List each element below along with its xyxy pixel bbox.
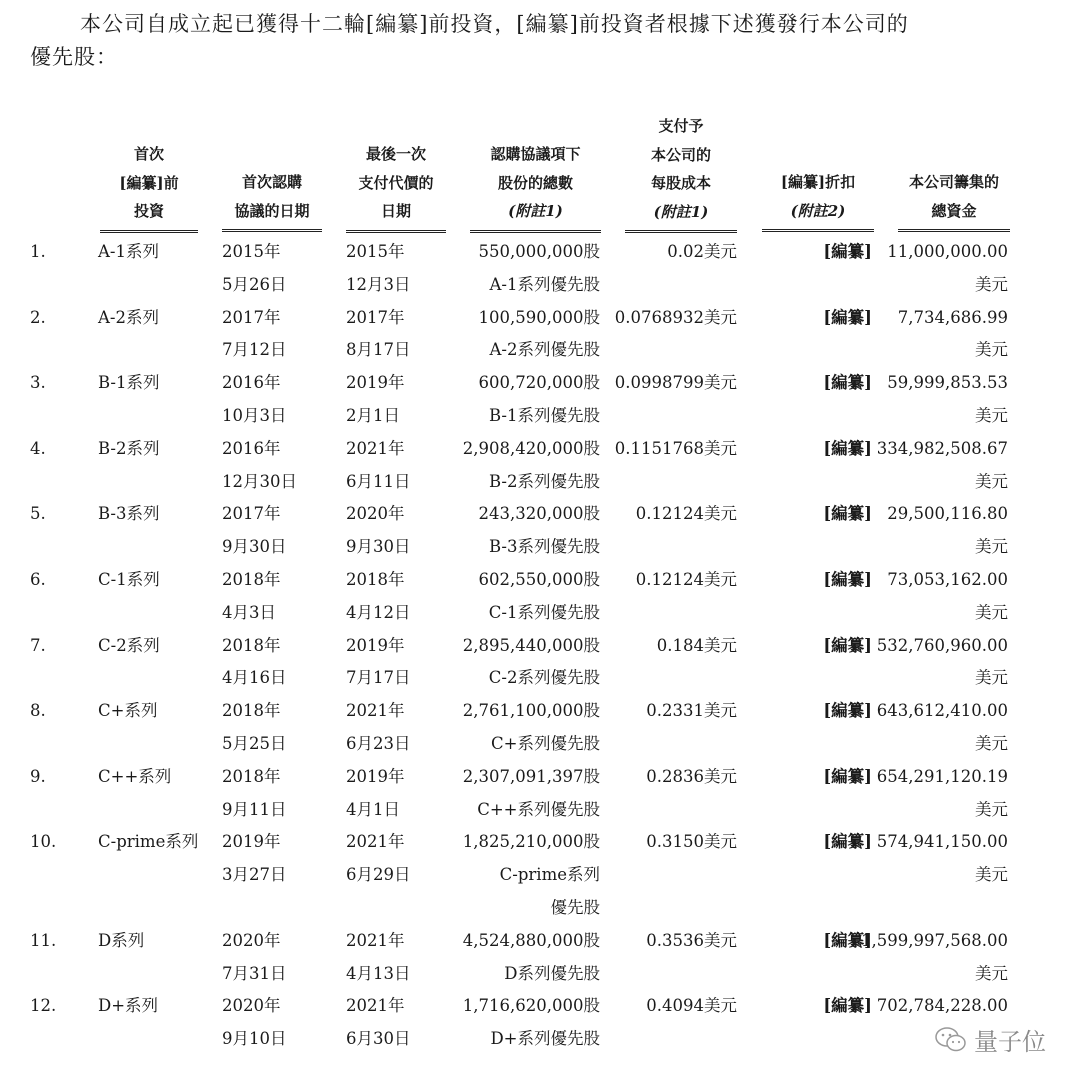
investment-round: A-1系列	[98, 242, 159, 261]
total-funds-unit: 美元	[975, 799, 1008, 819]
table-row	[0, 990, 1080, 1056]
share-class: D+系列優先股	[490, 1029, 600, 1049]
row-line	[0, 302, 1080, 335]
cost-per-share: 0.12124美元	[635, 504, 737, 524]
header-text: 認購協議項下	[490, 145, 581, 163]
last-payment-year: 2018年	[346, 569, 405, 589]
discount: [編纂]	[823, 242, 872, 261]
total-funds: 334,982,508.67	[876, 438, 1008, 458]
intro-line-2: 優先股：	[30, 45, 118, 69]
first-agreement-date: 3月27日	[222, 865, 287, 885]
discount: [編纂]	[823, 766, 872, 786]
first-agreement-year: 2019年	[222, 832, 281, 852]
total-funds-unit: 美元	[975, 865, 1008, 885]
row-line	[0, 531, 1080, 564]
first-agreement-date: 7月31日	[222, 963, 287, 983]
row-line	[0, 564, 1080, 597]
header-text: 本公司的	[650, 145, 711, 164]
share-class: D系列優先股	[504, 963, 600, 983]
last-payment-year: 2021年	[346, 701, 405, 721]
total-funds: 73,053,162.00	[887, 569, 1008, 589]
total-shares: 1,716,620,000股	[462, 996, 600, 1016]
header-shares	[470, 140, 601, 233]
header-note: (附註1)	[653, 202, 709, 221]
share-class: A-2系列優先股	[489, 340, 600, 360]
share-class: B-2系列優先股	[488, 471, 600, 491]
row-number: 8.	[30, 701, 46, 721]
share-class: C-1系列優先股	[488, 602, 600, 622]
last-payment-year: 2021年	[346, 996, 405, 1016]
row-number: 11.	[30, 930, 57, 950]
header-text: 每股成本	[650, 174, 711, 192]
total-funds: 29,500,116.80	[887, 504, 1008, 524]
first-agreement-year: 2018年	[222, 701, 281, 721]
total-shares: 243,320,000股	[478, 504, 600, 524]
header-text: 日期	[380, 202, 411, 220]
row-number: 5.	[30, 504, 46, 524]
last-payment-date: 6月29日	[346, 865, 411, 885]
total-shares: 2,908,420,000股	[462, 438, 600, 458]
table-row	[0, 695, 1080, 761]
total-shares: 100,590,000股	[478, 307, 600, 327]
investment-round: A-2系列	[98, 307, 159, 327]
first-agreement-date: 5月26日	[222, 274, 287, 294]
first-agreement-year: 2016年	[222, 373, 281, 393]
total-funds: 1,599,997,568.00	[861, 930, 1008, 950]
investment-round: C+系列	[98, 701, 158, 721]
discount: [編纂]	[823, 373, 872, 393]
table-row	[0, 302, 1080, 368]
row-line	[0, 498, 1080, 531]
row-line	[0, 794, 1080, 827]
total-funds: 59,999,853.53	[887, 373, 1008, 393]
first-agreement-year: 2015年	[222, 242, 281, 261]
table-row	[0, 761, 1080, 827]
cost-per-share: 0.0998799美元	[614, 373, 737, 393]
discount: [編纂]	[823, 635, 872, 655]
row-line	[0, 466, 1080, 499]
last-payment-date: 6月23日	[346, 733, 411, 753]
discount: [編纂]	[823, 569, 872, 589]
investment-round: C++系列	[98, 766, 172, 786]
row-line	[0, 925, 1080, 958]
cost-per-share: 0.0768932美元	[614, 307, 737, 327]
total-funds: 702,784,228.00	[876, 996, 1008, 1016]
total-funds-unit: 美元	[975, 340, 1008, 360]
total-funds-unit: 美元	[975, 274, 1008, 294]
discount: [編纂]	[823, 701, 872, 721]
investment-round: C-2系列	[98, 635, 160, 655]
investment-round: C-1系列	[98, 569, 160, 589]
table-row	[0, 630, 1080, 696]
header-text: 首次認購	[241, 173, 302, 191]
row-line	[0, 662, 1080, 695]
row-line	[0, 597, 1080, 630]
investment-round: D+系列	[98, 996, 159, 1016]
last-payment-year: 2019年	[346, 635, 405, 655]
header-text: 本公司籌集的	[908, 173, 999, 191]
total-funds: 7,734,686.99	[897, 307, 1008, 327]
header-underline	[625, 230, 737, 233]
last-payment-year: 2015年	[346, 242, 405, 261]
header-text: 股份的總數	[497, 173, 573, 192]
last-payment-date: 8月17日	[346, 340, 411, 360]
last-payment-year: 2021年	[346, 438, 405, 458]
last-payment-date: 12月3日	[346, 274, 411, 294]
first-agreement-year: 2020年	[222, 930, 281, 950]
share-class: C-prime系列	[499, 865, 600, 885]
table-row	[0, 925, 1080, 991]
first-agreement-year: 2017年	[222, 504, 281, 524]
header-text: [編纂]折扣	[780, 173, 856, 191]
row-number: 9.	[30, 766, 46, 786]
header-text: 首次	[133, 145, 164, 163]
first-agreement-date: 9月11日	[222, 799, 287, 819]
first-agreement-date: 4月3日	[222, 602, 276, 622]
row-line	[0, 433, 1080, 466]
share-class: 優先股	[550, 897, 600, 917]
first-agreement-year: 2018年	[222, 766, 281, 786]
row-number: 4.	[30, 438, 46, 458]
header-text: 支付代價的	[358, 173, 434, 192]
table-row	[0, 564, 1080, 630]
header-underline	[762, 229, 874, 232]
last-payment-date: 9月30日	[346, 537, 411, 557]
discount: [編纂]	[823, 996, 872, 1016]
last-payment-date: 4月1日	[346, 799, 400, 819]
first-agreement-date: 9月30日	[222, 537, 287, 557]
cost-per-share: 0.2836美元	[646, 766, 737, 786]
row-number: 3.	[30, 373, 46, 393]
cost-per-share: 0.184美元	[656, 635, 737, 655]
share-class: C++系列優先股	[477, 799, 600, 819]
header-note: (附註2)	[790, 201, 846, 220]
discount: [編纂]	[823, 832, 872, 852]
last-payment-year: 2019年	[346, 373, 405, 393]
investment-round: B-3系列	[98, 504, 160, 524]
share-class: B-1系列優先股	[488, 405, 600, 425]
header-underline	[346, 230, 446, 233]
discount: [編纂]	[823, 307, 872, 327]
last-payment-year: 2021年	[346, 832, 405, 852]
cost-per-share: 0.3536美元	[646, 930, 737, 950]
header-discount	[762, 168, 874, 232]
last-payment-date: 4月13日	[346, 963, 411, 983]
last-payment-year: 2020年	[346, 504, 405, 524]
last-payment-date: 6月30日	[346, 1029, 411, 1049]
total-shares: 602,550,000股	[478, 569, 600, 589]
last-payment-date: 6月11日	[346, 471, 411, 491]
first-agreement-year: 2018年	[222, 635, 281, 655]
cost-per-share: 0.1151768美元	[614, 438, 737, 458]
row-number: 2.	[30, 307, 46, 327]
last-payment-date: 4月12日	[346, 602, 411, 622]
discount: [編纂]	[823, 438, 872, 458]
row-number: 10.	[30, 832, 57, 852]
last-payment-date: 2月1日	[346, 405, 400, 425]
share-class: C+系列優先股	[491, 733, 600, 753]
row-number: 1.	[30, 242, 46, 261]
total-funds-unit: 美元	[975, 537, 1008, 557]
first-agreement-date: 9月10日	[222, 1029, 287, 1049]
cost-per-share: 0.3150美元	[646, 832, 737, 852]
table-row	[0, 826, 1080, 924]
first-agreement-year: 2016年	[222, 438, 281, 458]
total-funds-unit: 美元	[975, 602, 1008, 622]
row-line	[0, 400, 1080, 433]
total-funds: 574,941,150.00	[876, 832, 1008, 852]
row-number: 7.	[30, 635, 46, 655]
header-underline	[222, 229, 322, 232]
total-funds: 532,760,960.00	[876, 635, 1008, 655]
row-line	[0, 990, 1080, 1023]
investment-round: D系列	[98, 930, 145, 950]
table-row	[0, 498, 1080, 564]
row-line	[0, 236, 1080, 269]
total-funds-unit: 美元	[975, 405, 1008, 425]
intro-line-1: 本公司自成立起已獲得十二輪[編纂]前投資，[編纂]前投資者根據下述獲發行本公司的	[80, 12, 909, 36]
investment-round: B-2系列	[98, 438, 160, 458]
total-funds: 643,612,410.00	[876, 701, 1008, 721]
discount: [編纂]	[823, 930, 872, 950]
share-class: A-1系列優先股	[489, 274, 600, 294]
table-row	[0, 367, 1080, 433]
header-text: 支付予	[658, 117, 704, 135]
row-line	[0, 761, 1080, 794]
header-first-date	[222, 168, 322, 232]
watermark	[934, 1022, 1046, 1057]
first-agreement-date: 4月16日	[222, 668, 287, 688]
header-text: 最後一次	[365, 145, 426, 163]
row-number: 6.	[30, 569, 46, 589]
header-underline	[100, 230, 198, 233]
header-total	[898, 168, 1010, 232]
row-line	[0, 367, 1080, 400]
first-agreement-year: 2017年	[222, 307, 281, 327]
cost-per-share: 0.12124美元	[635, 569, 737, 589]
cost-per-share: 0.4094美元	[646, 996, 737, 1016]
table-row	[0, 433, 1080, 499]
total-funds-unit: 美元	[975, 733, 1008, 753]
row-line	[0, 958, 1080, 991]
row-line	[0, 892, 1080, 925]
row-line	[0, 334, 1080, 367]
investment-round: C-prime系列	[98, 832, 199, 852]
first-agreement-date: 12月30日	[222, 471, 297, 491]
first-agreement-year: 2018年	[222, 569, 281, 589]
wechat-icon	[934, 1025, 968, 1055]
total-shares: 1,825,210,000股	[462, 832, 600, 852]
header-cost	[625, 112, 737, 233]
header-underline	[898, 229, 1010, 232]
row-line	[0, 728, 1080, 761]
row-line	[0, 859, 1080, 892]
total-shares: 4,524,880,000股	[462, 930, 600, 950]
row-number: 12.	[30, 996, 57, 1016]
last-payment-year: 2017年	[346, 307, 405, 327]
row-line	[0, 826, 1080, 859]
header-investment	[100, 140, 198, 233]
last-payment-year: 2019年	[346, 766, 405, 786]
row-line	[0, 1023, 1080, 1056]
first-agreement-year: 2020年	[222, 996, 281, 1016]
header-text: 投資	[133, 202, 164, 220]
header-text: 總資金	[931, 201, 977, 220]
investment-round: B-1系列	[98, 373, 160, 393]
total-funds: 11,000,000.00	[887, 242, 1008, 261]
total-shares: 550,000,000股	[478, 242, 600, 261]
cost-per-share: 0.2331美元	[646, 701, 737, 721]
investment-table-body	[0, 236, 1080, 1056]
first-agreement-date: 7月12日	[222, 340, 287, 360]
total-funds-unit: 美元	[975, 471, 1008, 491]
row-line	[0, 695, 1080, 728]
total-shares: 2,307,091,397股	[462, 766, 600, 786]
total-shares: 2,895,440,000股	[462, 635, 600, 655]
last-payment-year: 2021年	[346, 930, 405, 950]
last-payment-date: 7月17日	[346, 668, 411, 688]
first-agreement-date: 10月3日	[222, 405, 287, 425]
discount: [編纂]	[823, 504, 872, 524]
row-line	[0, 630, 1080, 663]
share-class: C-2系列優先股	[488, 668, 600, 688]
header-note: (附註1)	[508, 202, 563, 220]
total-shares: 2,761,100,000股	[462, 701, 600, 721]
watermark-text: 量子位	[974, 1028, 1046, 1056]
first-agreement-date: 5月25日	[222, 733, 287, 753]
table-row	[0, 236, 1080, 302]
header-text: [編纂]前	[119, 173, 179, 192]
total-shares: 600,720,000股	[478, 373, 600, 393]
intro-paragraph	[30, 8, 1040, 74]
total-funds-unit: 美元	[975, 963, 1008, 983]
share-class: B-3系列優先股	[488, 537, 600, 557]
header-text: 協議的日期	[234, 201, 310, 220]
header-last-date	[346, 140, 446, 233]
row-line	[0, 269, 1080, 302]
total-funds: 654,291,120.19	[876, 766, 1008, 786]
cost-per-share: 0.02美元	[667, 242, 737, 261]
header-underline	[470, 230, 601, 233]
total-funds-unit: 美元	[975, 668, 1008, 688]
